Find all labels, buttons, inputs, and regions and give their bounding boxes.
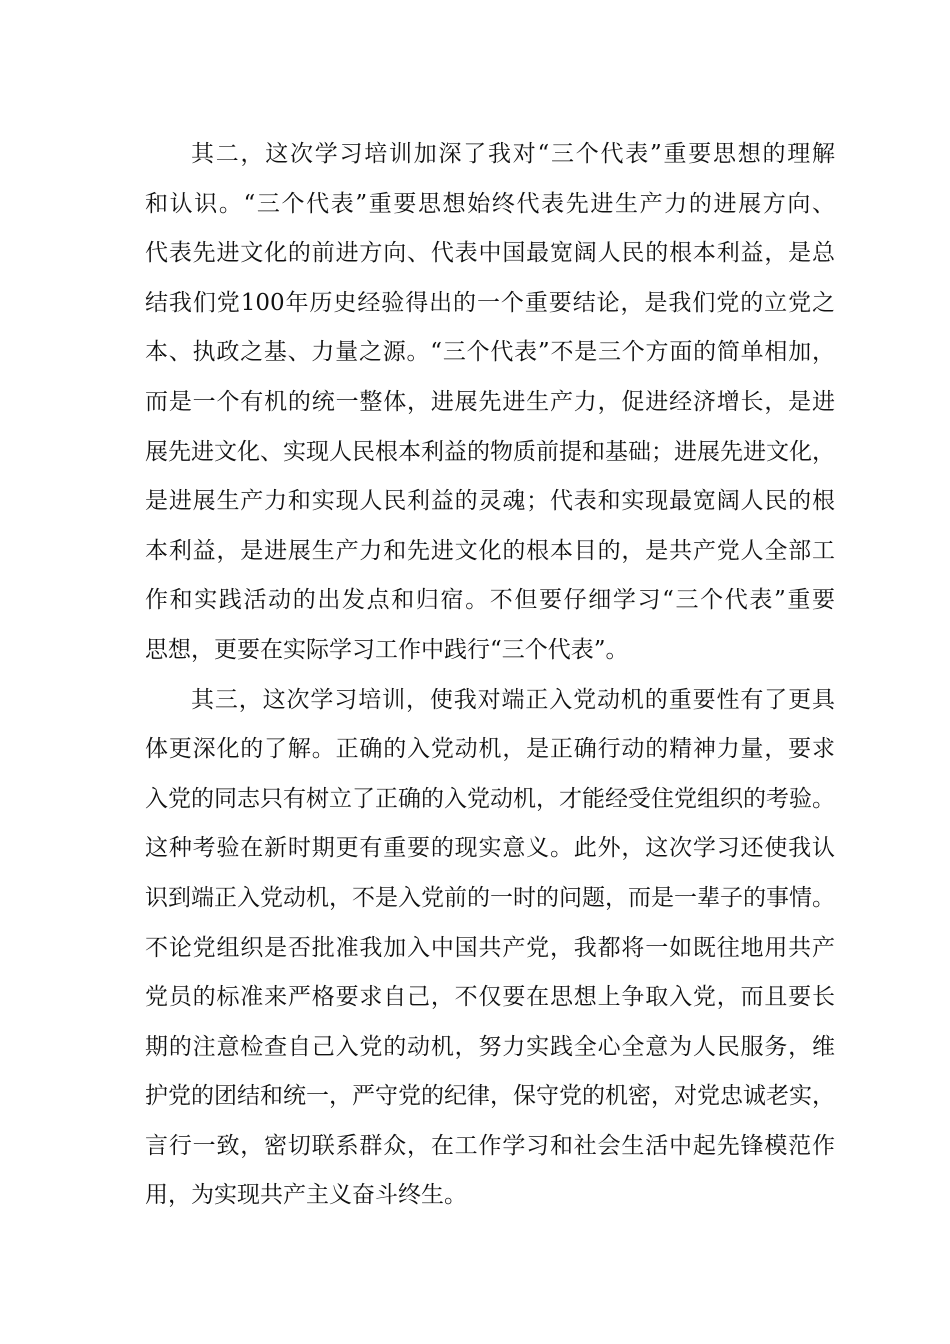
text-line: 本、执政之基、力量之源。“三个代表”不是三个方面的简单相加，: [145, 339, 835, 366]
paragraph-2: [145, 130, 835, 676]
text-line: 入党的同志只有树立了正确的入党动机，才能经受住党组织的考验。: [145, 785, 835, 812]
text-line: 体更深化的了解。正确的入党动机，是正确行动的精神力量，要求: [145, 736, 835, 763]
text-line: 不论党组织是否批准我加入中国共产党，我都将一如既往地用共产: [145, 934, 835, 961]
text-line: 展先进文化、实现人民根本利益的物质前提和基础；进展先进文化，: [145, 438, 835, 465]
text-line: 结我们党100年历史经验得出的一个重要结论，是我们党的立党之: [145, 289, 835, 316]
text-line: 和认识。“三个代表”重要思想始终代表先进生产力的进展方向、: [145, 190, 835, 217]
text-line: 作和实践活动的出发点和归宿。不但要仔细学习“三个代表”重要: [145, 587, 835, 614]
text-line: 言行一致，密切联系群众，在工作学习和社会生活中起先锋模范作: [145, 1132, 835, 1159]
text-line: 本利益，是进展生产力和先进文化的根本目的，是共产党人全部工: [145, 537, 835, 564]
text-line: 识到端正入党动机，不是入党前的一时的问题，而是一辈子的事情。: [145, 884, 835, 911]
text-line: 其二，这次学习培训加深了我对“三个代表”重要思想的理解: [191, 141, 835, 167]
text-line: 期的注意检查自己入党的动机，努力实践全心全意为人民服务，维: [145, 1033, 835, 1060]
text-line: 思想，更要在实际学习工作中践行“三个代表”。: [145, 636, 629, 663]
text-line: 这种考验在新时期更有重要的现实意义。此外，这次学习还使我认: [145, 835, 835, 862]
text-line: 而是一个有机的统一整体，进展先进生产力，促进经济增长，是进: [145, 388, 835, 415]
document-body: [145, 130, 835, 1221]
paragraph-3: [145, 676, 835, 1222]
text-line: 用，为实现共产主义奋斗终生。: [145, 1182, 467, 1209]
text-line: 是进展生产力和实现人民利益的灵魂；代表和实现最宽阔人民的根: [145, 488, 835, 515]
text-line: 其三，这次学习培训，使我对端正入党动机的重要性有了更具: [191, 686, 835, 713]
text-line: 护党的团结和统一，严守党的纪律，保守党的机密，对党忠诚老实，: [145, 1083, 835, 1110]
text-line: 代表先进文化的前进方向、代表中国最宽阔人民的根本利益，是总: [145, 240, 835, 267]
text-line: 党员的标准来严格要求自己，不仅要在思想上争取入党，而且要长: [145, 984, 835, 1011]
